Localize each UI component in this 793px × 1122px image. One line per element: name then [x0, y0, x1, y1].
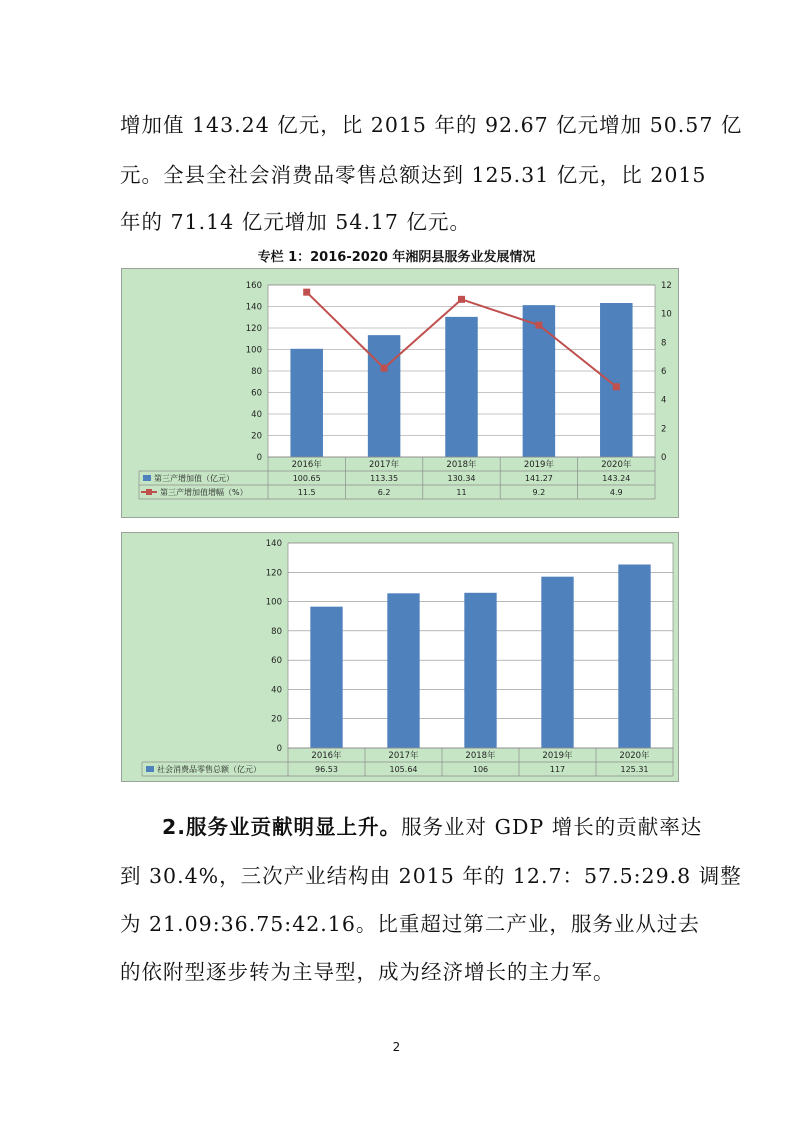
- x-tick-label: 2020年: [601, 459, 632, 470]
- data-label: 125.31: [620, 765, 649, 774]
- chart-2: [122, 533, 678, 781]
- y-tick-label: 100: [245, 345, 262, 356]
- bar: [445, 317, 478, 457]
- legend-label: 第三产增加值增幅（%）: [160, 488, 248, 497]
- y-tick-label: 100: [265, 597, 282, 608]
- data-label: 9.2: [532, 488, 546, 497]
- y2-tick-label: 0: [661, 453, 667, 463]
- y-tick-label: 20: [251, 431, 262, 442]
- line-point: [381, 365, 388, 372]
- data-label: 117: [549, 765, 566, 774]
- bar: [464, 593, 496, 748]
- y-tick-label: 0: [276, 744, 282, 754]
- bar: [600, 303, 633, 457]
- paragraph-line: 为 21.09:36.75:42.16。比重超过第二产业，服务业从过去: [120, 912, 700, 936]
- data-label: 106: [472, 765, 489, 774]
- y-tick-label: 140: [245, 302, 262, 313]
- y-tick-label: 140: [265, 539, 282, 549]
- bar: [368, 335, 401, 457]
- line-point: [303, 289, 310, 296]
- paragraph-line: 元。全县全社会消费品零售总额达到 125.31 亿元，比 2015: [120, 163, 707, 187]
- y-tick-label: 80: [271, 626, 282, 637]
- y-tick-label: 40: [251, 410, 262, 420]
- y-tick-label: 60: [271, 656, 282, 667]
- paragraph-line: 增加值 143.24 亿元，比 2015 年的 92.67 亿元增加 50.57 亿: [120, 113, 743, 137]
- section-2-heading: 2.服务业贡献明显上升。: [162, 815, 402, 839]
- data-label: 141.27: [524, 474, 553, 483]
- chart-1: [122, 269, 678, 517]
- paragraph-line: 年的 71.14 亿元增加 54.17 亿元。: [120, 210, 471, 234]
- chart-2-container: [121, 532, 679, 782]
- bar: [541, 577, 573, 748]
- x-tick-label: 2016年: [291, 459, 322, 470]
- line-point: [613, 383, 620, 390]
- data-label: 6.2: [377, 488, 391, 497]
- y2-tick-label: 10: [661, 309, 672, 320]
- data-label: 113.35: [370, 474, 399, 483]
- x-tick-label: 2017年: [388, 750, 419, 761]
- data-label: 100.65: [292, 474, 321, 483]
- data-label: 4.9: [609, 488, 623, 497]
- data-label: 143.24: [602, 474, 631, 483]
- data-label: 105.64: [389, 765, 418, 774]
- data-label: 96.53: [315, 765, 338, 774]
- y-tick-label: 20: [271, 714, 282, 725]
- legend-key: [146, 766, 154, 772]
- x-tick-label: 2017年: [369, 459, 400, 470]
- paragraph-line: 到 30.4%，三次产业结构由 2015 年的 12.7：57.5:29.8 调整: [120, 864, 742, 888]
- chart-1-container: [121, 268, 679, 518]
- y-tick-label: 80: [251, 367, 262, 377]
- data-label: 11: [456, 488, 467, 497]
- bar: [310, 607, 342, 748]
- legend-label: 第三产增加值（亿元）: [154, 474, 234, 483]
- y-tick-label: 160: [245, 281, 262, 291]
- x-tick-label: 2019年: [523, 459, 554, 470]
- x-tick-label: 2018年: [446, 459, 477, 470]
- section-2-line-rest: 服务业对 GDP 增长的贡献率达: [401, 815, 703, 839]
- x-tick-label: 2018年: [465, 750, 496, 761]
- x-tick-label: 2019年: [542, 750, 573, 761]
- paragraph-line: 的依附型逐步转为主导型，成为经济增长的主力军。: [120, 960, 615, 984]
- figure-caption: 专栏 1：2016-2020 年湘阴县服务业发展情况: [257, 250, 536, 265]
- y2-tick-label: 6: [661, 367, 667, 377]
- x-tick-label: 2020年: [619, 750, 650, 761]
- legend-key: [143, 475, 151, 481]
- y2-tick-label: 12: [661, 281, 672, 291]
- y-tick-label: 40: [271, 685, 282, 696]
- bar: [290, 349, 323, 457]
- y-tick-label: 120: [245, 324, 262, 334]
- y2-tick-label: 4: [661, 395, 667, 406]
- bar: [387, 593, 419, 748]
- y2-tick-label: 2: [661, 424, 667, 435]
- section-2-first-line: [162, 810, 703, 840]
- y2-tick-label: 8: [661, 338, 667, 349]
- page-number: 2: [392, 1040, 401, 1054]
- y-tick-label: 60: [251, 388, 262, 399]
- line-point: [458, 296, 465, 303]
- legend-label: 社会消费品零售总额（亿元）: [157, 765, 261, 774]
- bar: [618, 565, 650, 748]
- x-tick-label: 2016年: [311, 750, 342, 761]
- data-label: 11.5: [297, 488, 316, 497]
- line-point: [535, 322, 542, 329]
- data-label: 130.34: [447, 474, 476, 483]
- legend-key: [146, 489, 152, 495]
- y-tick-label: 0: [256, 453, 262, 463]
- y-tick-label: 120: [265, 568, 282, 579]
